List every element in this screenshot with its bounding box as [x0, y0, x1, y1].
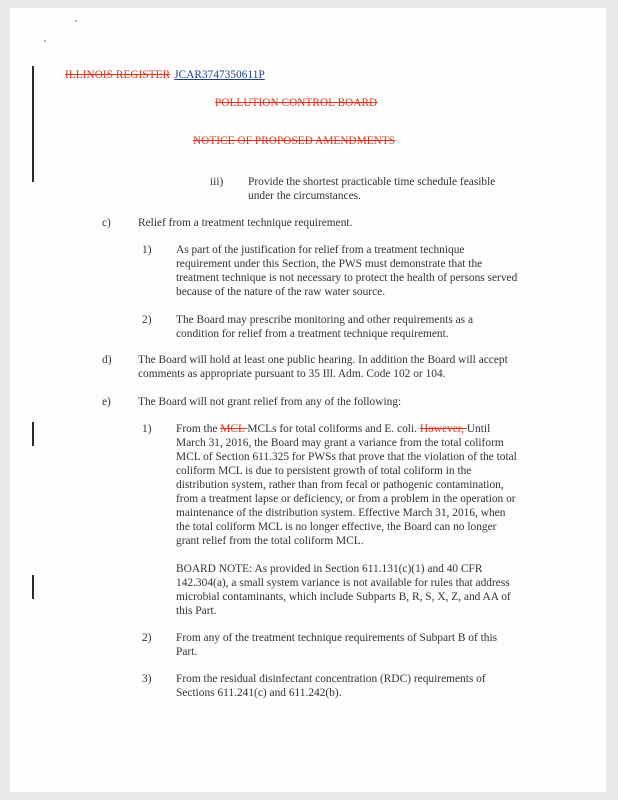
item-label: 2) [142, 314, 152, 326]
item-label: e) [102, 396, 111, 408]
text-run: MCLs for total coliforms and E. coli. [247, 423, 420, 435]
paragraph-line: From any of the treatment technique requirements of Subpart B of this [176, 632, 498, 644]
paragraph-line: MCL of Section 611.325 for PWSs that prove that the violation of the total [176, 451, 517, 463]
item-label: d) [102, 354, 112, 366]
paragraph-line: coliform MCL is due to persistent growth of total coliform in the [176, 465, 472, 477]
item-label: 2) [142, 632, 152, 644]
paragraph-line: The Board may prescribe monitoring and other requirements as a [176, 314, 474, 326]
paragraph-line: Provide the shortest practicable time schedule feasible [248, 176, 496, 188]
paragraph-line: Sections 611.241(c) and 611.242(b). [176, 687, 342, 699]
register-header [65, 68, 265, 82]
paragraph-line: requirement under this Section, the PWS must demonstrate that the [176, 258, 483, 270]
notice-header: NOTICE OF PROPOSED AMENDMENTS [193, 135, 396, 147]
paragraph-line: from a treatment lapse or deficiency, or from a problem in the operation or [176, 493, 516, 505]
paragraph-line: comments as appropriate pursuant to 35 Ill. Adm. Code 102 or 104. [138, 368, 446, 380]
item-label: 1) [142, 244, 152, 256]
item-label: 3) [142, 673, 152, 685]
board-note-line: BOARD NOTE: As provided in Section 611.131(c)(1) and 40 CFR [176, 563, 483, 575]
paragraph-line: Part. [176, 646, 198, 658]
item-label: iii) [210, 176, 224, 188]
paragraph-line: From the residual disinfectant concentration (RDC) requirements of [176, 673, 486, 685]
board-note-line: this Part. [176, 605, 217, 617]
paragraph-line: because of the nature of the raw water source. [176, 286, 386, 298]
paragraph-line: March 31, 2016, the Board may grant a variance from the total coliform [176, 437, 504, 449]
scan-speck [44, 40, 46, 42]
deleted-text: MCL [220, 423, 248, 435]
paragraph-line: Relief from a treatment technique requirement. [138, 217, 353, 229]
register-inserted: JCAR3747350611P [174, 69, 265, 81]
paragraph-line: As part of the justification for relief from a treatment technique [176, 244, 465, 256]
paragraph-line [176, 422, 490, 436]
board-header: POLLUTION CONTROL BOARD [215, 97, 378, 109]
text-run: Until [466, 423, 491, 435]
scan-speck [75, 20, 77, 22]
document-page [10, 8, 606, 792]
change-bar [32, 66, 34, 182]
paragraph-line: The Board will hold at least one public hearing. In addition the Board will accept [138, 354, 508, 366]
item-label: c) [102, 217, 111, 229]
register-deleted: ILLINOIS REGISTER [65, 69, 171, 81]
change-bar [32, 422, 34, 446]
paragraph-line: grant relief from the total coliform MCL. [176, 535, 364, 547]
deleted-text: However, [419, 423, 467, 435]
change-bar [32, 575, 34, 599]
text-run: From the [176, 423, 221, 435]
paragraph-line: treatment technique is not necessary to protect the health of persons served [176, 272, 518, 284]
paragraph-line: condition for relief from a treatment technique requirement. [176, 328, 449, 340]
board-note-line: 142.304(a), a small system variance is not available for rules that address [176, 577, 510, 589]
paragraph-line: distribution system, rather than from fecal or pathogenic contamination, [176, 479, 504, 491]
paragraph-line: The Board will not grant relief from any of the following: [138, 396, 402, 408]
board-note-line: microbial contaminants, which include Subparts B, R, S, X, Z, and AA of [176, 591, 511, 603]
paragraph-line: the total coliform MCL is no longer effective, the Board can no longer [176, 521, 497, 533]
item-label: 1) [142, 423, 152, 435]
paragraph-line: maintenance of the distribution system. Effective March 31, 2016, when [176, 507, 506, 519]
paragraph-line: under the circumstances. [248, 190, 361, 202]
